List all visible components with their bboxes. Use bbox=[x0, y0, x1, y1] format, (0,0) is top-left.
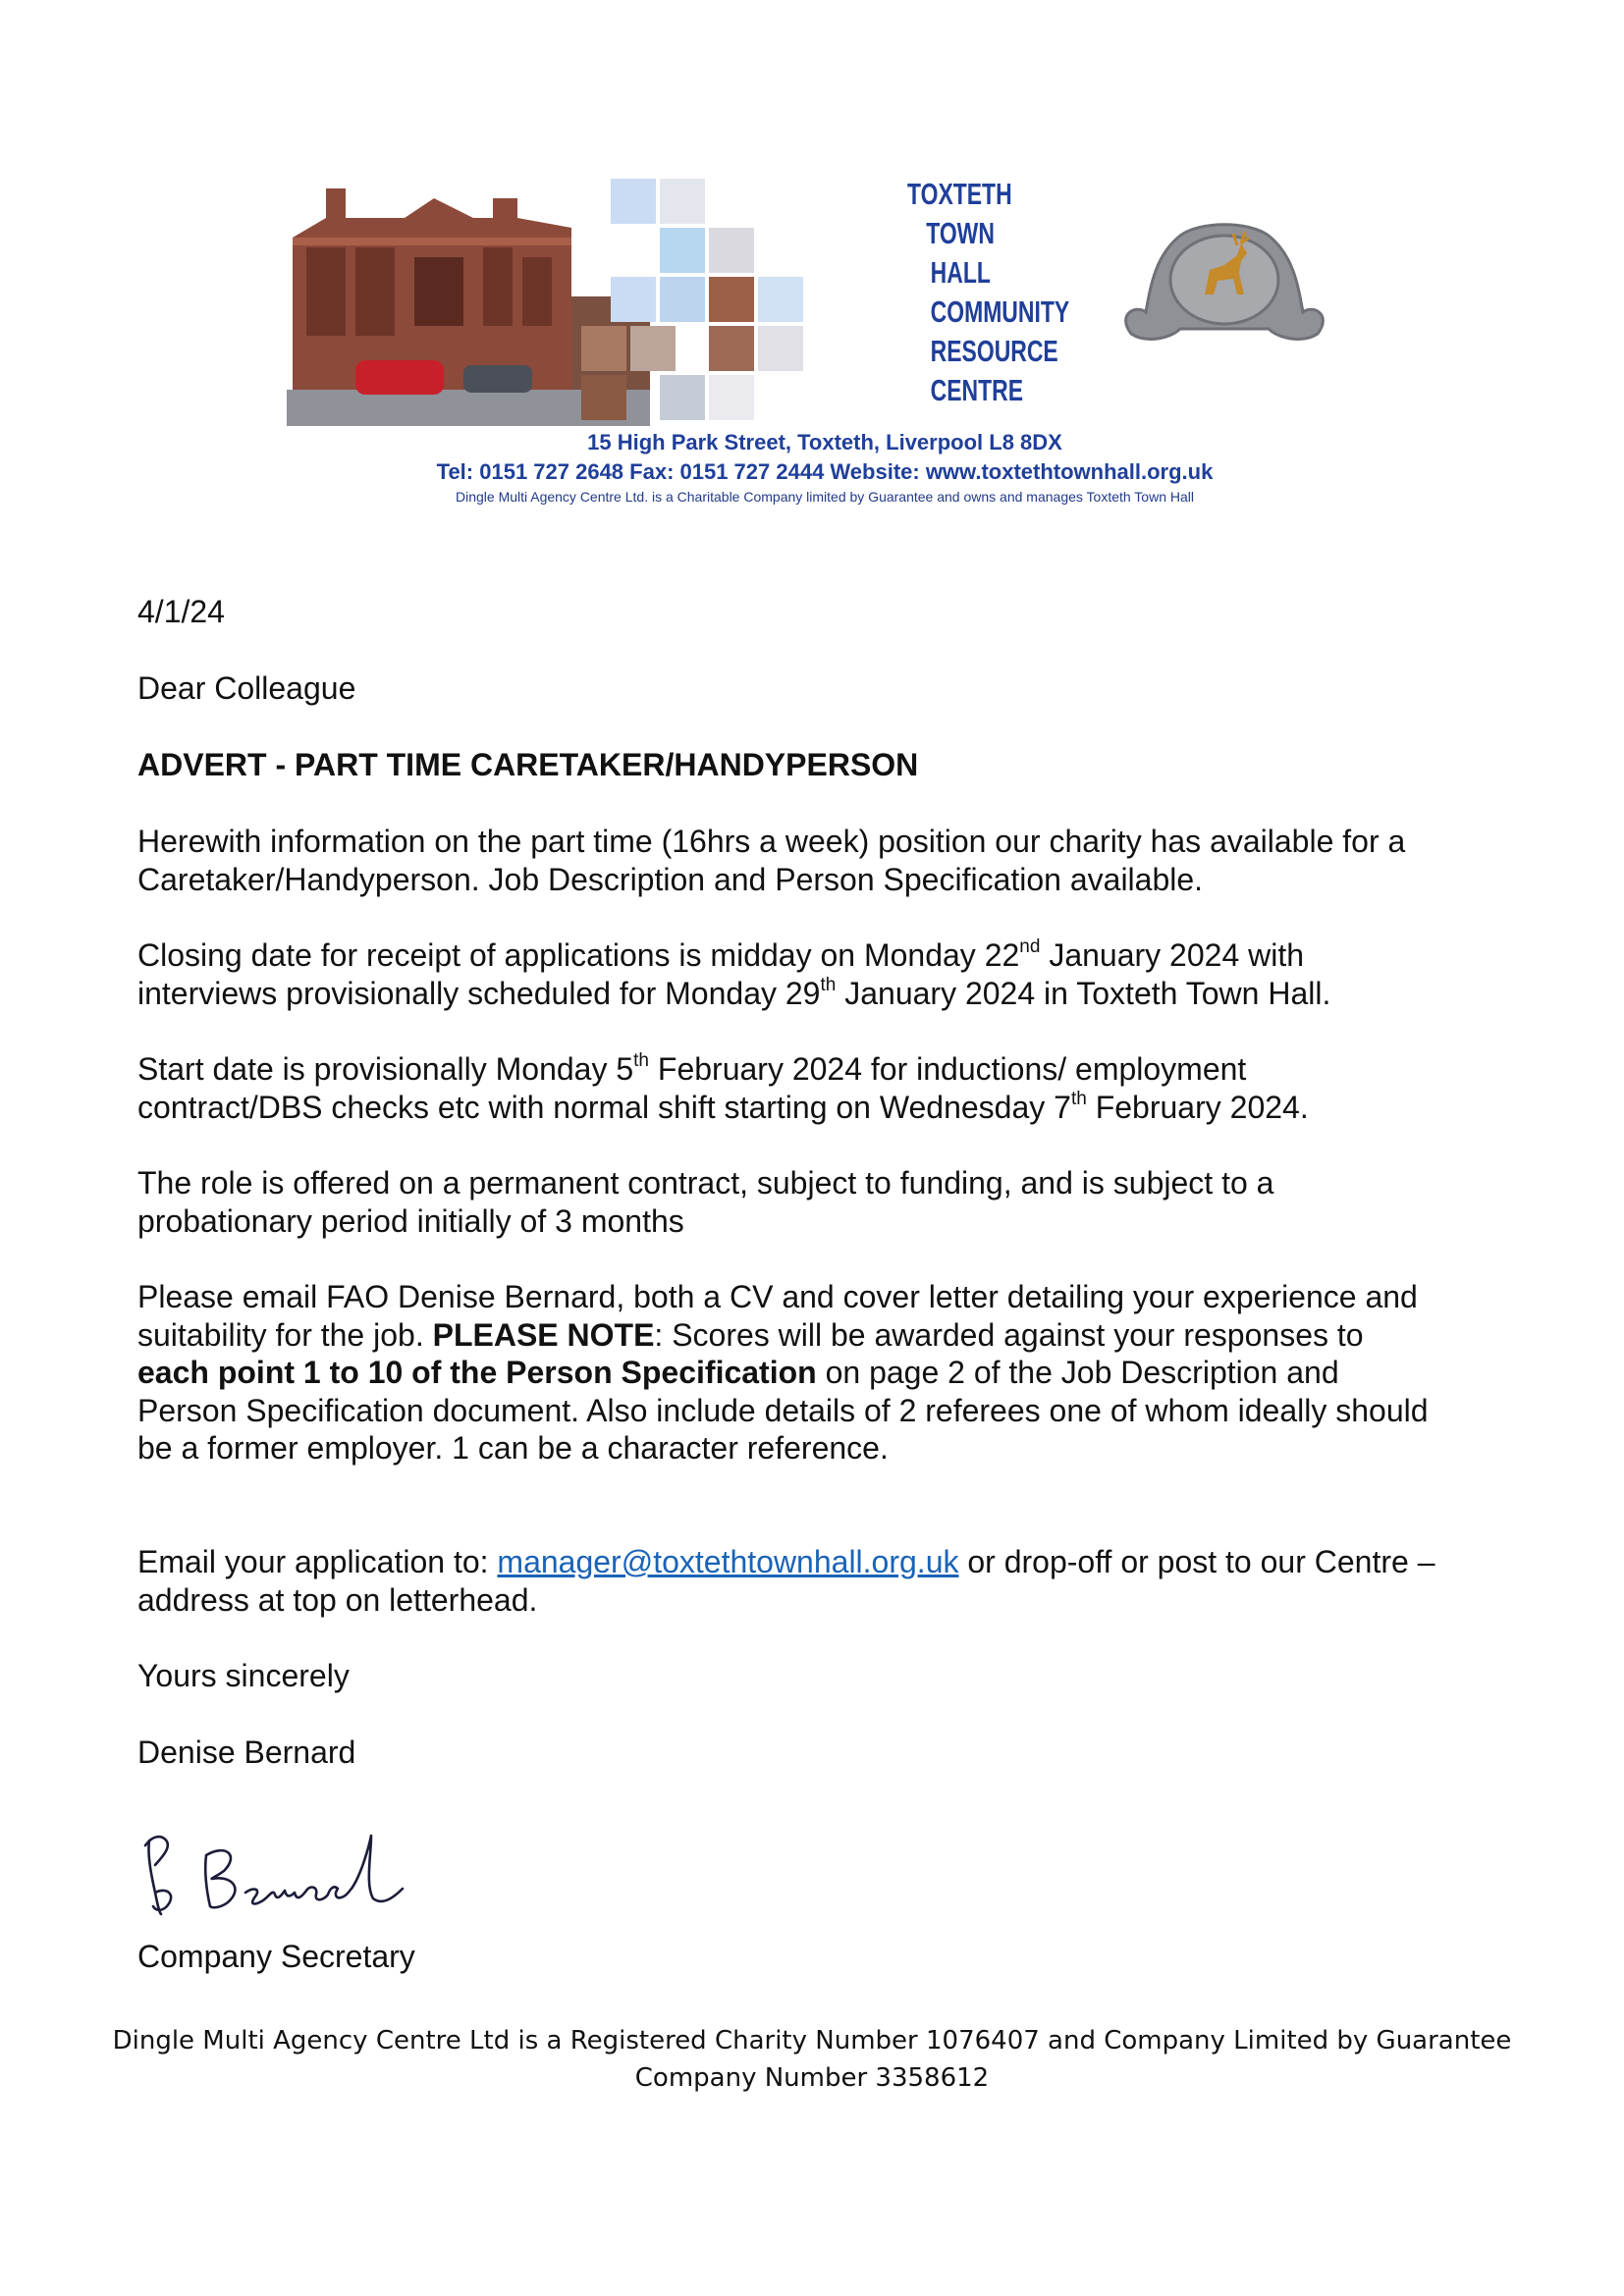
ordinal-suffix: th bbox=[633, 1050, 649, 1072]
town-hall-photo-collage bbox=[287, 179, 807, 426]
paragraph-contract bbox=[137, 1164, 1512, 1240]
text-fragment: or drop-off or post to our Centre – bbox=[958, 1544, 1435, 1579]
text-fragment: Start date is provisionally Monday 5 bbox=[137, 1051, 634, 1087]
salutation: Dear Colleague bbox=[137, 670, 356, 706]
signatory-name: Denise Bernard bbox=[137, 1735, 356, 1770]
letter-heading: ADVERT - PART TIME CARETAKER/HANDYPERSON bbox=[137, 747, 919, 782]
paragraph-email bbox=[137, 1543, 1512, 1619]
text-line: address at top on letterhead. bbox=[137, 1581, 538, 1618]
text-line: be a former employer. 1 can be a character reference. bbox=[137, 1430, 889, 1466]
stag-crest-logo bbox=[1111, 196, 1337, 348]
text-fragment: January 2024 with bbox=[1040, 937, 1305, 973]
ordinal-suffix: nd bbox=[1019, 936, 1041, 958]
contact-line: Tel: 0151 727 2648 Fax: 0151 727 2444 Website: www.toxtethtownhall.org.uk bbox=[436, 459, 1214, 484]
text-fragment: contract/DBS checks etc with normal shift starting on Wednesday 7 bbox=[137, 1089, 1071, 1125]
text-line: Herewith information on the part time (16hrs a week) position our charity has available for a bbox=[137, 824, 1406, 859]
ordinal-suffix: th bbox=[820, 974, 837, 995]
text-fragment: Email your application to: bbox=[137, 1544, 498, 1579]
letterhead bbox=[275, 167, 1375, 520]
bold-emphasis: each point 1 to 10 of the Person Specification bbox=[137, 1355, 817, 1390]
org-name-line: COMMUNITY bbox=[930, 294, 1070, 329]
text-fragment: interviews provisionally scheduled for Monday 29 bbox=[137, 975, 821, 1011]
text-fragment: January 2024 in Toxteth Town Hall. bbox=[836, 975, 1331, 1011]
org-name-line: TOXTETH bbox=[907, 177, 1012, 211]
text-line: probationary period initially of 3 months bbox=[137, 1202, 684, 1239]
text-fragment: February 2024 for inductions/ employment bbox=[649, 1051, 1247, 1087]
text-fragment: Closing date for receipt of applications is midday on Monday 22 bbox=[137, 937, 1020, 973]
paragraph-closing-date bbox=[137, 936, 1512, 1012]
text-fragment: on page 2 of the Job Description and bbox=[816, 1355, 1339, 1390]
closing: Yours sincerely bbox=[137, 1658, 350, 1693]
bold-note: PLEASE NOTE bbox=[432, 1316, 655, 1353]
text-line: Please email FAO Denise Bernard, both a CV and cover letter detailing your experience and bbox=[137, 1279, 1418, 1314]
text-line: The role is offered on a permanent contract, subject to funding, and is subject to a bbox=[137, 1165, 1274, 1201]
paragraph-application-instructions bbox=[137, 1278, 1512, 1468]
ordinal-suffix: th bbox=[1070, 1088, 1087, 1109]
footer-line: Company Number 3358612 bbox=[634, 2063, 990, 2093]
paragraph-intro bbox=[137, 823, 1512, 898]
text-line: Person Specification document. Also include details of 2 referees one of whom ideally should bbox=[137, 1392, 1429, 1428]
paragraph-start-date bbox=[137, 1050, 1512, 1126]
footer-line: Dingle Multi Agency Centre Ltd is a Registered Charity Number 1076407 and Company Limited by Guarantee bbox=[112, 2026, 1512, 2056]
text-fragment: : Scores will be awarded against your responses to bbox=[654, 1316, 1364, 1353]
company-note: Dingle Multi Agency Centre Ltd. is a Charitable Company limited by Guarantee and owns and manages Toxteth Town Hall bbox=[455, 489, 1194, 505]
letter-date: 4/1/24 bbox=[137, 594, 225, 629]
org-name-line: HALL bbox=[930, 255, 991, 290]
handwritten-signature bbox=[137, 1816, 432, 1924]
email-link[interactable]: manager@toxtethtownhall.org.uk bbox=[497, 1544, 959, 1579]
org-name bbox=[907, 175, 1070, 410]
org-name-line: RESOURCE bbox=[930, 334, 1058, 368]
text-fragment: suitability for the job. bbox=[137, 1316, 433, 1353]
text-line: Caretaker/Handyperson. Job Description and Person Specification available. bbox=[137, 861, 1204, 897]
footer bbox=[0, 2022, 1624, 2097]
org-name-line: TOWN bbox=[926, 216, 995, 250]
signatory-title: Company Secretary bbox=[137, 1939, 415, 1974]
address-line: 15 High Park Street, Toxteth, Liverpool L8 8DX bbox=[587, 430, 1062, 454]
text-fragment: February 2024. bbox=[1086, 1089, 1309, 1125]
org-name-line: CENTRE bbox=[930, 373, 1023, 407]
